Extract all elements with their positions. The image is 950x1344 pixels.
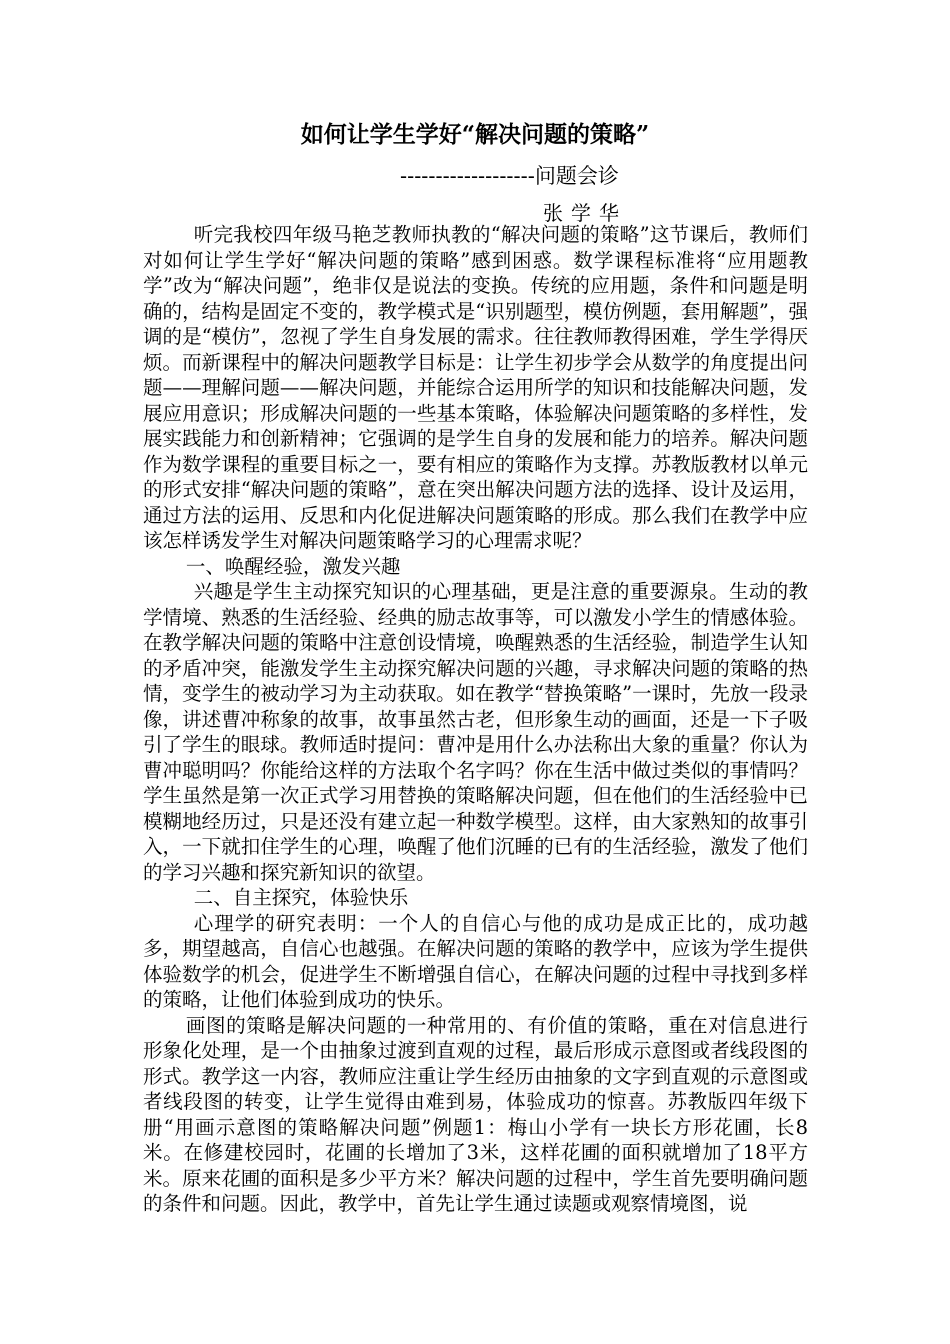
paragraph-section-1: 兴趣是学生主动探究知识的心理基础，更是注意的重要源泉。生动的教学情境、熟悉的生活经验、经典的励志故事等，可以激发小学生的情感体验。在教学解决问题的策略中注意创设情境，唤醒熟悉的生活经验，制造学生认知的矛盾冲突，能激发学生主动探究解决问题的兴趣，寻求解决问题的策略的热情，变学生的被动学习为主动获取。如在教学“替换策略”一课时，先放一段录像，讲述曹冲称象的故事，故事虽然古老，但形象生动的画面，还是一下子吸引了学生的眼球。教师适时提问：曹冲是用什么办法称出大象的重量？你认为曹冲聪明吗？你能给这样的方法取个名字吗？你在生活中做过类似的事情吗？学生虽然是第一次正式学习用替换的策略解决问题，但在他们的生活经验中已模糊地经历过，只是还没有建立起一种数学模型。这样，由大家熟知的故事引入，一下就扣住学生的心理，唤醒了他们沉睡的已有的生活经验，激发了他们的学习兴趣和探究新知识的欲望。	[143, 580, 808, 884]
document-title: 如何让学生学好“解决问题的策略”	[300, 121, 650, 148]
section-heading-2: 二、自主探究，体验快乐	[193, 886, 409, 909]
author-name: 张学华	[543, 201, 627, 225]
article-body	[143, 222, 808, 1217]
paragraph-intro: 听完我校四年级马艳芝教师执教的“解决问题的策略”这节课后，教师们对如何让学生学好“解决问题的策略”感到困惑。数学课程标准将“应用题教学”改为“解决问题”，绝非仅是说法的变换。传统的应用题，条件和问题是明确的，结构是固定不变的，教学模式是“识别题型，模仿例题，套用解题”，强调的是“模仿”，忽视了学生自身发展的需求。往往教师教得困难，学生学得厌烦。而新课程中的解决问题教学目标是：让学生初步学会从数学的角度提出问题——理解问题——解决问题，并能综合运用所学的知识和技能解决问题，发展应用意识；形成解决问题的一些基本策略，体验解决问题策略的多样性，发展实践能力和创新精神；它强调的是学生自身的发展和能力的培养。解决问题作为数学课程的重要目标之一，要有相应的策略作为支撑。苏教版教材以单元的形式安排“解决问题的策略”，意在突出解决问题方法的选择、设计及运用，通过方法的运用、反思和内化促进解决问题策略的形成。那么我们在教学中应该怎样诱发学生对解决问题策略学习的心理需求呢？	[143, 223, 808, 552]
document-subtitle: -------------------问题会诊	[400, 164, 619, 188]
paragraph-section-2b: 画图的策略是解决问题的一种常用的、有价值的策略，重在对信息进行形象化处理，是一个由抽象过渡到直观的过程，最后形成示意图或者线段图的形式。教学这一内容，教师应注重让学生经历由抽象的文字到直观的示意图或者线段图的转变，让学生觉得由难到易，体验成功的惊喜。苏教版四年级下册“用画示意图的策略解决问题”例题1：梅山小学有一块长方形花圃，长8米。在修建校园时，花圃的长增加了3米，这样花圃的面积就增加了18平方米。原来花圃的面积是多少平方米？解决问题的过程中，学生首先要明确问题的条件和问题。因此，教学中，首先让学生通过读题或观察情境图，说	[143, 1013, 808, 1215]
section-heading-1: 一、唤醒经验，激发兴趣	[185, 554, 401, 578]
paragraph-section-2a: 心理学的研究表明：一个人的自信心与他的成功是成正比的，成功越多，期望越高，自信心也越强。在解决问题的策略的教学中，应该为学生提供体验数学的机会，促进学生不断增强自信心，在解决问题的过程中寻找到多样的策略，让他们体验到成功的快乐。	[143, 911, 808, 1011]
